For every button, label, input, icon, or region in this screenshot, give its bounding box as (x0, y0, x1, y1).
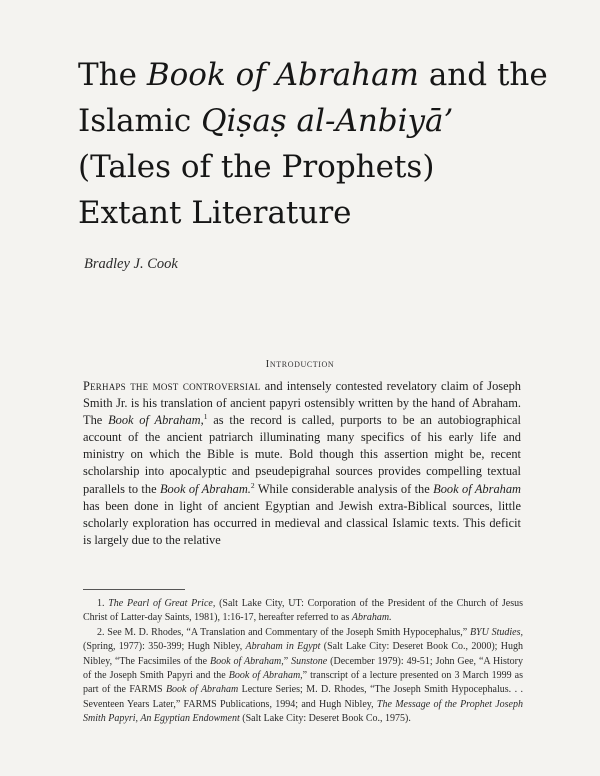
footnote-ref-1[interactable]: 1 (203, 412, 208, 422)
body-paragraph: Perhaps the most controversial and intensely contested revelatory claim of Joseph Smith Jr. is his translation of ancient papyri ostensibly written by the hand of Abraham. The Book of Abraham,$^1$ as the record is called, purports to be an autobiographical account of the ancient patriarch illuminating many specifics of his early life and ministry on which the Bible is mute. Bold though this assertion might be, recent scholarship into apocalyptic and pseudepigrahal sources provides compelling textual parallels to the Book of Abraham.$^2$ While considerable analysis of the Book of Abraham has been done in light of ancient Egyptian and Jewish extra-Biblical sources, little scholarly exploration has occurred in medieval and classical Islamic texts. This deficit is largely due to the relative (83, 379, 521, 547)
title-line-4: Extant Literature (78, 195, 352, 231)
title-qisas-name: Qiṣaṣ al-Anbiyā’ (201, 103, 454, 139)
footnotes (83, 597, 523, 727)
article-title (78, 52, 548, 236)
title-book-name: Book of Abraham (146, 57, 419, 93)
title-line-1: The Book of Abraham and the (78, 57, 548, 93)
author-name: Bradley J. Cook (84, 256, 178, 272)
footnote-divider (83, 589, 185, 590)
title-line-2: Islamic Qiṣaṣ al-Anbiyā’ (78, 103, 454, 139)
lead-in-small-caps: Perhaps the most controversial (83, 379, 261, 393)
footnote-ref-2[interactable]: 2 (250, 480, 255, 490)
section-heading-introduction: Introduction (265, 358, 335, 370)
title-line-3: (Tales of the Prophets) (78, 149, 435, 185)
footnote-2: 2. See M. D. Rhodes, “A Translation and Commentary of the Joseph Smith Hypocephalus,” BYU Studies, (Spring, 1977): 350-399; Hugh Nibley, Abraham in Egypt (Salt Lake City: Deseret Book Co., 2000); Hugh Nibley, “The Facsimiles of the Book of Abraham,” Sunstone (December 1979): 49-51; John Gee, “A History of the Joseph Smith Papyri and the Book of Abraham,” transcript of a lecture presented on 3 March 1999 as part of the FARMS Book of Abraham Lecture Series; M. D. Rhodes, “The Joseph Smith Hypocephalus. . . Seventeen Years Later,” FARMS Publications, 1994; and Hugh Nibley, The Message of the Prophet Joseph Smith Papyri, An Egyptian Endowment (Salt Lake City: Deseret Book Co., 1975). (83, 626, 524, 725)
footnote-1: 1. The Pearl of Great Price, (Salt Lake City, UT: Corporation of the President of the Church of Jesus Christ of Latter-day Saints, 1981), 1:16-17, hereafter referred to as Abraham. (83, 598, 524, 624)
